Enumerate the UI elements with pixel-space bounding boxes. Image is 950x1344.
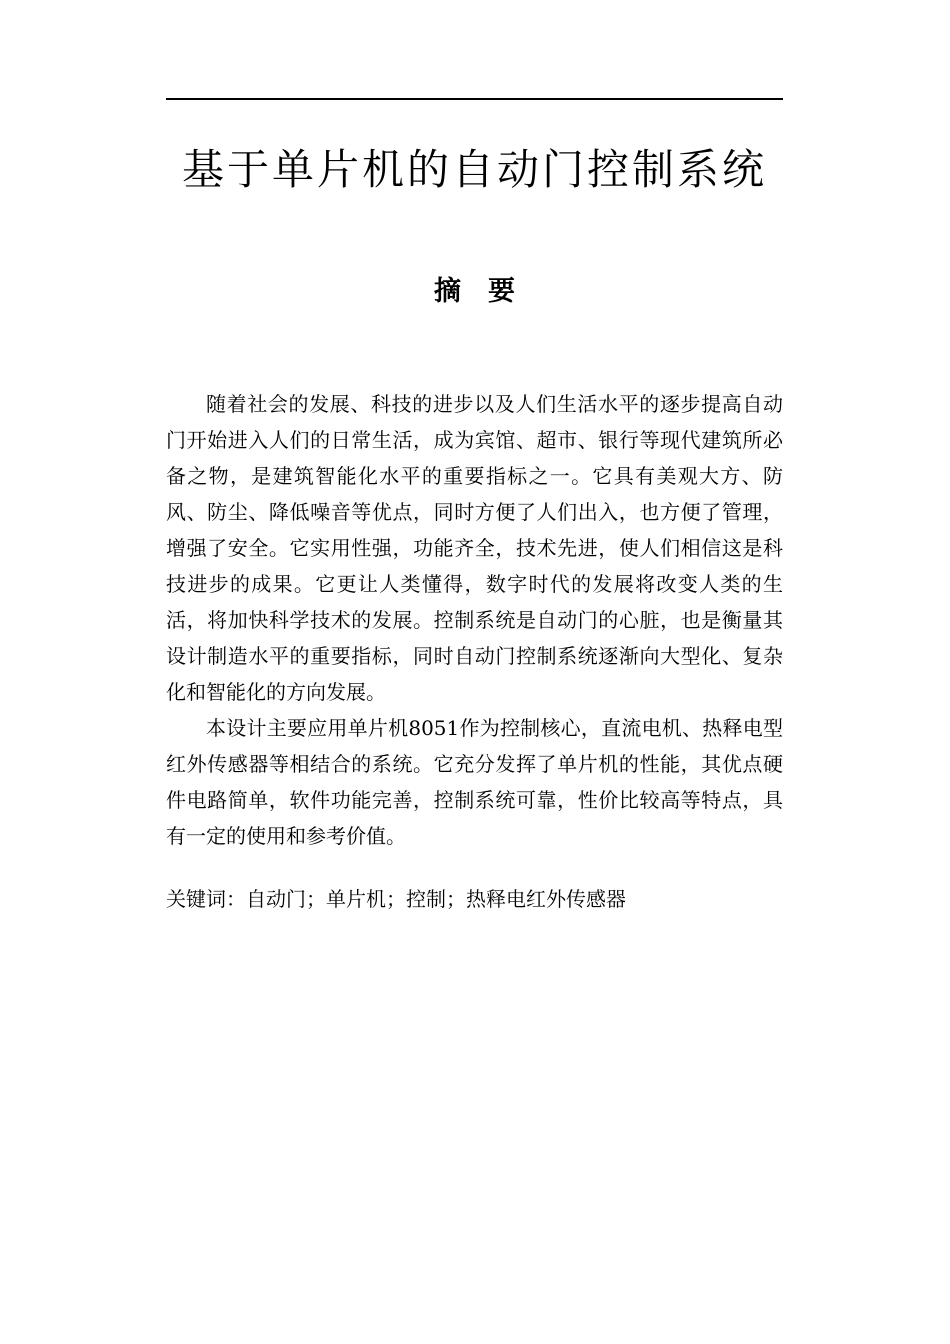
abstract-heading-char-2: 要 (488, 276, 515, 307)
keywords-line: 关键词：自动门；单片机；控制；热释电红外传感器 (166, 887, 626, 911)
abstract-body (166, 386, 783, 854)
abstract-heading-char-1: 摘 (434, 276, 461, 307)
header-rule (166, 98, 783, 100)
abstract-heading (166, 272, 783, 312)
abstract-paragraph-1: 随着社会的发展、科技的进步以及人们生活水平的逐步提高自动门开始进入人们的日常生活，成为宾馆、超市、银行等现代建筑所必备之物，是建筑智能化水平的重要指标之一。它具有美观大方、防风、防尘、降低噪音等优点，同时方便了人们出入，也方便了管理，增强了安全。它实用性强，功能齐全，技术先进，使人们相信这是科技进步的成果。它更让人类懂得，数字时代的发展将改变人类的生活，将加快科学技术的发展。控制系统是自动门的心脏，也是衡量其设计制造水平的重要指标，同时自动门控制系统逐渐向大型化、复杂化和智能化的方向发展。 (166, 392, 783, 704)
abstract-paragraph-2: 本设计主要应用单片机8051作为控制核心，直流电机、热释电型红外传感器等相结合的系统。它充分发挥了单片机的性能，其优点硬件电路简单，软件功能完善，控制系统可靠，性价比较高等特点，具有一定的使用和参考价值。 (166, 716, 783, 848)
document-title: 基于单片机的自动门控制系统 (181, 145, 767, 194)
